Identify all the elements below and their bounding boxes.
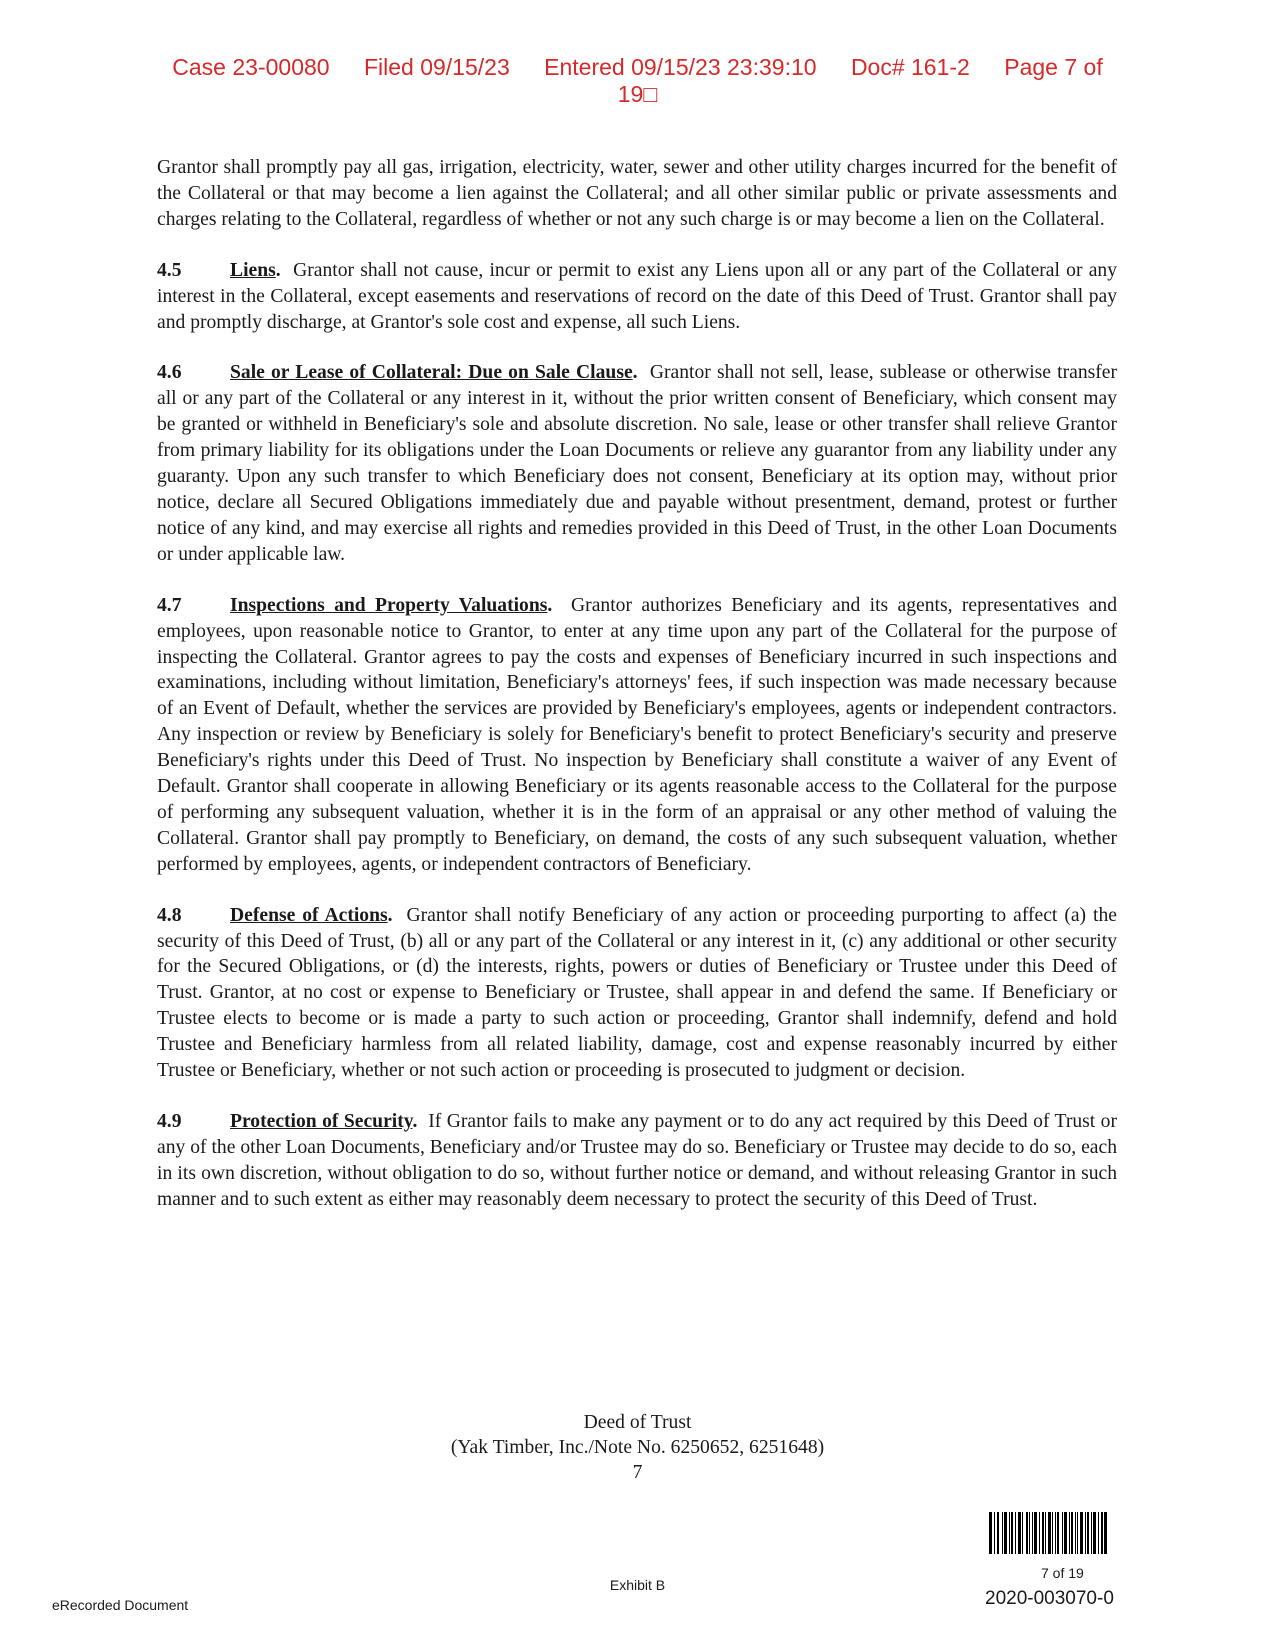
section-heading: Liens	[230, 259, 276, 281]
section-number: 4.6	[157, 362, 182, 384]
document-footer	[0, 1410, 1275, 1485]
section-4-7: 4.7 Inspections and Property Valuations. Grantor authorizes Beneficiary and its agents, representatives and employees, upon reasonable notice to Grantor, to enter at any time upon any part of the Collateral for the purpose of inspecting the Collateral. Grantor agrees to pay the costs and expenses of Beneficiary incurred in such inspections and examinations, including without limitation, Beneficiary's attorneys' fees, if such inspection was made necessary because of an Event of Default, whether the services are provided by Beneficiary's employees, agents or independent contractors. Any inspection or review by Beneficiary is solely for Beneficiary's benefit to protect Beneficiary's security and preserve Beneficiary's rights under this Deed of Trust. No inspection by Beneficiary shall constitute a waiver of any Event of Default. Grantor shall cooperate in allowing Beneficiary or its agents reasonable access to the Collateral for the purpose of performing any subsequent valuation, whether it is in the form of an appraisal or any other method of valuing the Collateral. Grantor shall pay promptly to Beneficiary, on demand, the costs of any such subsequent valuation, whether performed by employees, agents, or independent contractors of Beneficiary.	[157, 594, 1118, 875]
barcode-icon	[989, 1512, 1156, 1554]
section-number: 4.9	[157, 1111, 182, 1132]
erecorded-label: eRecorded Document	[52, 1597, 189, 1613]
section-number: 4.7	[157, 594, 182, 616]
section-heading: Sale or Lease of Collateral: Due on Sale Clause	[230, 362, 633, 384]
section-text: Grantor shall notify Beneficiary of any action or proceeding purporting to affect (a) the security of this Deed of Trust, (b) all or any part of the Collateral or any interest in it, (c) any additional or other security for the Secured Obligations, or (d) the interests, rights, powers or duties of Beneficiary or Trustee under this Deed of Trust. Grantor, at no cost or expense to Beneficiary or Trustee, shall appear in and defend the same. If Beneficiary or Trustee elects to become or is made a party to such action or proceeding, Grantor shall indemnify, defend and hold Trustee and Beneficiary harmless from all related liability, damage, cost and expense reasonably incurred by either Trustee or Beneficiary, whether or not such action or proceeding is prosecuted to judgment or decision.	[157, 904, 1117, 1082]
section-number: 4.5	[157, 259, 182, 281]
case-number: Case 23-00080	[172, 54, 330, 80]
section-text: Grantor authorizes Beneficiary and its agents, representatives and employees, upon reasonable notice to Grantor, to enter at any time upon any part of the Collateral for the purpose of inspecting the Collateral. Grantor agrees to pay the costs and expenses of Beneficiary incurred in such inspections and examinations, including without limitation, Beneficiary's attorneys' fees, if such inspection was made necessary because of an Event of Default, whether the services are provided by Beneficiary's employees, agents or independent contractors. Any inspection or review by Beneficiary is solely for Beneficiary's benefit to protect Beneficiary's security and preserve Beneficiary's rights under this Deed of Trust. No inspection by Beneficiary shall constitute a waiver of any Event of Default. Grantor shall cooperate in allowing Beneficiary or its agents reasonable access to the Collateral for the purpose of performing any subsequent valuation, whether it is in the form of an appraisal or any other method of valuing the Collateral. Grantor shall pay promptly to Beneficiary, on demand, the costs of any such subsequent valuation, whether performed by employees, agents, or independent contractors of Beneficiary.	[157, 594, 1118, 875]
section-heading: Protection of Security	[230, 1111, 413, 1132]
section-4-9: 4.9 Protection of Security. If Grantor fails to make any payment or to do any act required by this Deed of Trust or any of the other Loan Documents, Beneficiary and/or Trustee may do so. Beneficiary or Trustee may decide to do so, each in its own discretion, without obligation to do so, without further notice or demand, and without releasing Grantor in such manner and to such extent as either may reasonably deem necessary to protect the security of this Deed of Trust.	[157, 1111, 1117, 1210]
section-number: 4.8	[157, 904, 182, 926]
exhibit-label: Exhibit B	[609, 1577, 666, 1593]
doc-number: Doc# 161-2	[850, 54, 970, 80]
footer-page-number: 7	[632, 1462, 643, 1483]
section-text: Grantor shall not sell, lease, sublease or otherwise transfer all or any part of the Collateral or any interest in it, without the prior written consent of Beneficiary, which consent may be granted or withheld in Beneficiary's sole and absolute discretion. No sale, lease or other transfer shall relieve Grantor from primary liability for its obligations under the Loan Documents or relieve any guarantor from any liability under any guaranty. Upon any such transfer to which Beneficiary does not consent, Beneficiary at its option may, without prior notice, declare all Secured Obligations immediately due and payable without presentment, demand, protest or further notice of any kind, and may exercise all rights and remedies provided in this Deed of Trust, in the other Loan Documents or under applicable law.	[157, 362, 1117, 565]
section-text: If Grantor fails to make any payment or to do any act required by this Deed of Trust or any of the other Loan Documents, Beneficiary and/or Trustee may do so. Beneficiary or Trustee may decide to do so, each in its own discretion, without obligation to do so, without further notice or demand, and without releasing Grantor in such manner and to such extent as either may reasonably deem necessary to protect the security of this Deed of Trust.	[157, 1111, 1117, 1210]
section-4-6: 4.6 Sale or Lease of Collateral: Due on Sale Clause. Grantor shall not sell, lease, sublease or otherwise transfer all or any part of the Collateral or any interest in it, without the prior written consent of Beneficiary, which consent may be granted or withheld in Beneficiary's sole and absolute discretion. No sale, lease or other transfer shall relieve Grantor from primary liability for its obligations under the Loan Documents or relieve any guarantor from any liability under any guaranty. Upon any such transfer to which Beneficiary does not consent, Beneficiary at its option may, without prior notice, declare all Secured Obligations immediately due and payable without presentment, demand, protest or further notice of any kind, and may exercise all rights and remedies provided in this Deed of Trust, in the other Loan Documents or under applicable law.	[157, 362, 1117, 565]
footer-title: Deed of Trust	[583, 1412, 692, 1433]
section-4-5: 4.5 Liens. Grantor shall not cause, incur or permit to exist any Liens upon all or any part of the Collateral or any interest in the Collateral, except easements and reservations of record on the date of this Deed of Trust. Grantor shall pay and promptly discharge, at Grantor's sole cost and expense, all such Liens.	[157, 259, 1118, 333]
section-4-8: 4.8 Defense of Actions. Grantor shall notify Beneficiary of any action or proceeding purporting to affect (a) the security of this Deed of Trust, (b) all or any part of the Collateral or any interest in it, (c) any additional or other security for the Secured Obligations, or (d) the interests, rights, powers or duties of Beneficiary or Trustee under this Deed of Trust. Grantor, at no cost or expense to Beneficiary or Trustee, shall appear in and defend the same. If Beneficiary or Trustee elects to become or is made a party to such action or proceeding, Grantor shall indemnify, defend and hold Trustee and Beneficiary harmless from all related liability, damage, cost and expense reasonably incurred by either Trustee or Beneficiary, whether or not such action or proceeding is prosecuted to judgment or decision.	[157, 904, 1117, 1082]
section-heading: Inspections and Property Valuations	[230, 594, 548, 616]
filed-date: Filed 09/15/23	[363, 54, 510, 80]
entered-date: Entered 09/15/23 23:39:10	[544, 54, 817, 80]
page-total: 19□	[617, 81, 658, 107]
court-filing-stamp	[0, 54, 1275, 108]
intro-paragraph: Grantor shall promptly pay all gas, irrigation, electricity, water, sewer and other utility charges incurred for the benefit of the Collateral or that may become a lien against the Collateral; and all other similar public or private assessments and charges relating to the Collateral, regardless of whether or not any such charge is or may become a lien on the Collateral.	[157, 157, 1117, 230]
recording-page-count: 7 of 19	[1041, 1565, 1084, 1581]
document-body	[157, 155, 1117, 1238]
section-text: Grantor shall not cause, incur or permit to exist any Liens upon all or any part of the Collateral or any interest in the Collateral, except easements and reservations of record on the date of this Deed of Trust. Grantor shall pay and promptly discharge, at Grantor's sole cost and expense, all such Liens.	[157, 259, 1118, 333]
footer-subtitle: (Yak Timber, Inc./Note No. 6250652, 6251648)	[450, 1437, 825, 1458]
page-of: Page 7 of	[1004, 54, 1103, 80]
recording-doc-number: 2020-003070-0	[985, 1588, 1114, 1609]
section-heading: Defense of Actions	[230, 904, 388, 926]
